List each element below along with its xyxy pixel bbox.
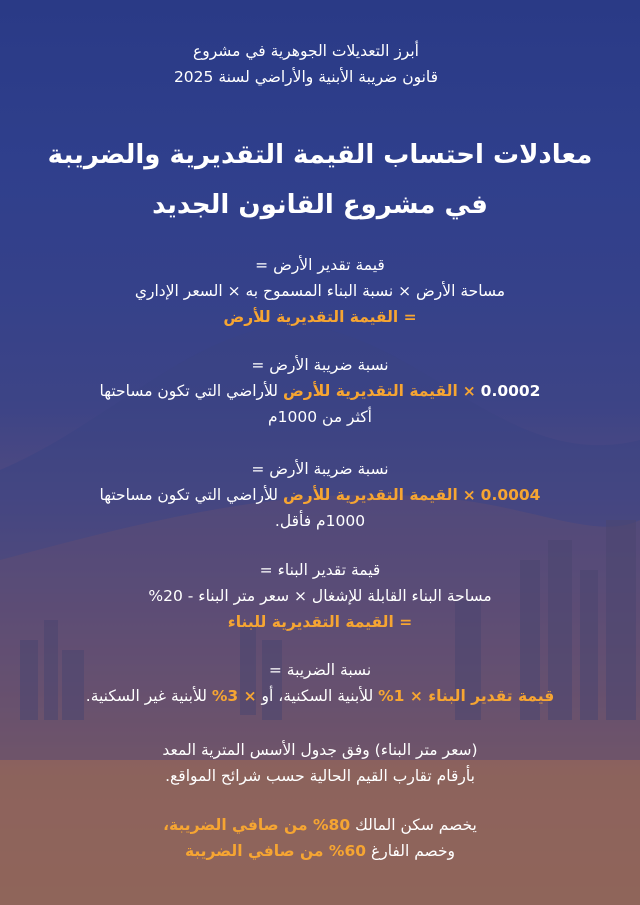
land-tax-small-line2: 1000م فأقل.: [274, 512, 366, 530]
land-value-result: = القيمة التقديرية للأرض: [223, 308, 417, 326]
tax-rate-term2: × 3%: [211, 687, 257, 705]
land-tax-small-rate: 0.0004: [480, 486, 541, 504]
land-tax-large-rate: 0.0002: [480, 382, 541, 400]
land-tax-large-heading: نسبة ضريبة الأرض =: [251, 356, 389, 374]
tax-rate-formula: [40, 683, 600, 709]
land-value-section: [40, 252, 600, 330]
building-value-section: [40, 557, 600, 635]
tax-rate-term1: قيمة تقدير البناء × 1%: [378, 687, 555, 705]
land-tax-large-term: القيمة التقديرية للأرض: [282, 382, 458, 400]
land-value-formula: مساحة الأرض × نسبة البناء المسموح به × السعر الإداري: [134, 282, 506, 300]
note-line-2: بأرقام تقارب القيم الحالية حسب شرائح المواقع.: [165, 767, 475, 785]
land-tax-small-rest: للأراضي التي تكون مساحتها: [99, 486, 279, 504]
building-value-heading: قيمة تقدير البناء =: [259, 561, 381, 579]
land-tax-small-formula: [40, 482, 600, 508]
note-section: [40, 737, 600, 789]
land-tax-small-term: القيمة التقديرية للأرض: [282, 486, 458, 504]
page-subtitle: في مشروع القانون الجديد: [152, 190, 488, 220]
header-line-1: أبرز التعديلات الجوهرية في مشروع: [193, 42, 419, 60]
discount-owner-label: يخصم سكن المالك: [355, 816, 477, 834]
discount-section: [40, 812, 600, 864]
land-tax-large-times: ×: [462, 382, 476, 400]
note-line-1: (سعر متر البناء) وفق جدول الأسس المترية المعد: [162, 741, 478, 759]
discount-vacant-label: وخصم الفارغ: [370, 842, 456, 860]
tax-rate-mid: للأبنية السكنية، أو: [261, 687, 374, 705]
building-value-result: = القيمة التقديرية للبناء: [227, 613, 413, 631]
tax-rate-section: [40, 657, 600, 709]
header: [96, 38, 516, 90]
land-tax-small-times: ×: [462, 486, 476, 504]
tax-rate-heading: نسبة الضريبة =: [268, 661, 372, 679]
land-tax-large-section: [40, 352, 600, 430]
land-tax-large-formula: [40, 378, 600, 404]
land-tax-small-section: [40, 456, 600, 534]
discount-vacant: [40, 838, 600, 864]
land-value-heading: قيمة تقدير الأرض =: [255, 256, 385, 274]
header-line-2: قانون ضريبة الأبنية والأراضي لسنة 2025: [173, 68, 439, 86]
page-title: معادلات احتساب القيمة التقديرية والضريبة: [47, 140, 593, 170]
discount-owner: [40, 812, 600, 838]
discount-vacant-value: 60% من صافي الضريبة: [184, 842, 367, 860]
discount-owner-value: 80% من صافي الضريبة،: [163, 816, 351, 834]
land-tax-large-rest: للأراضي التي تكون مساحتها: [99, 382, 279, 400]
building-value-formula: مساحة البناء القابلة للإشغال × سعر متر البناء - 20%: [148, 587, 492, 605]
tax-rate-end: للأبنية غير السكنية.: [85, 687, 207, 705]
land-tax-small-heading: نسبة ضريبة الأرض =: [251, 460, 389, 478]
land-tax-large-line2: أكثر من 1000م: [268, 408, 372, 426]
